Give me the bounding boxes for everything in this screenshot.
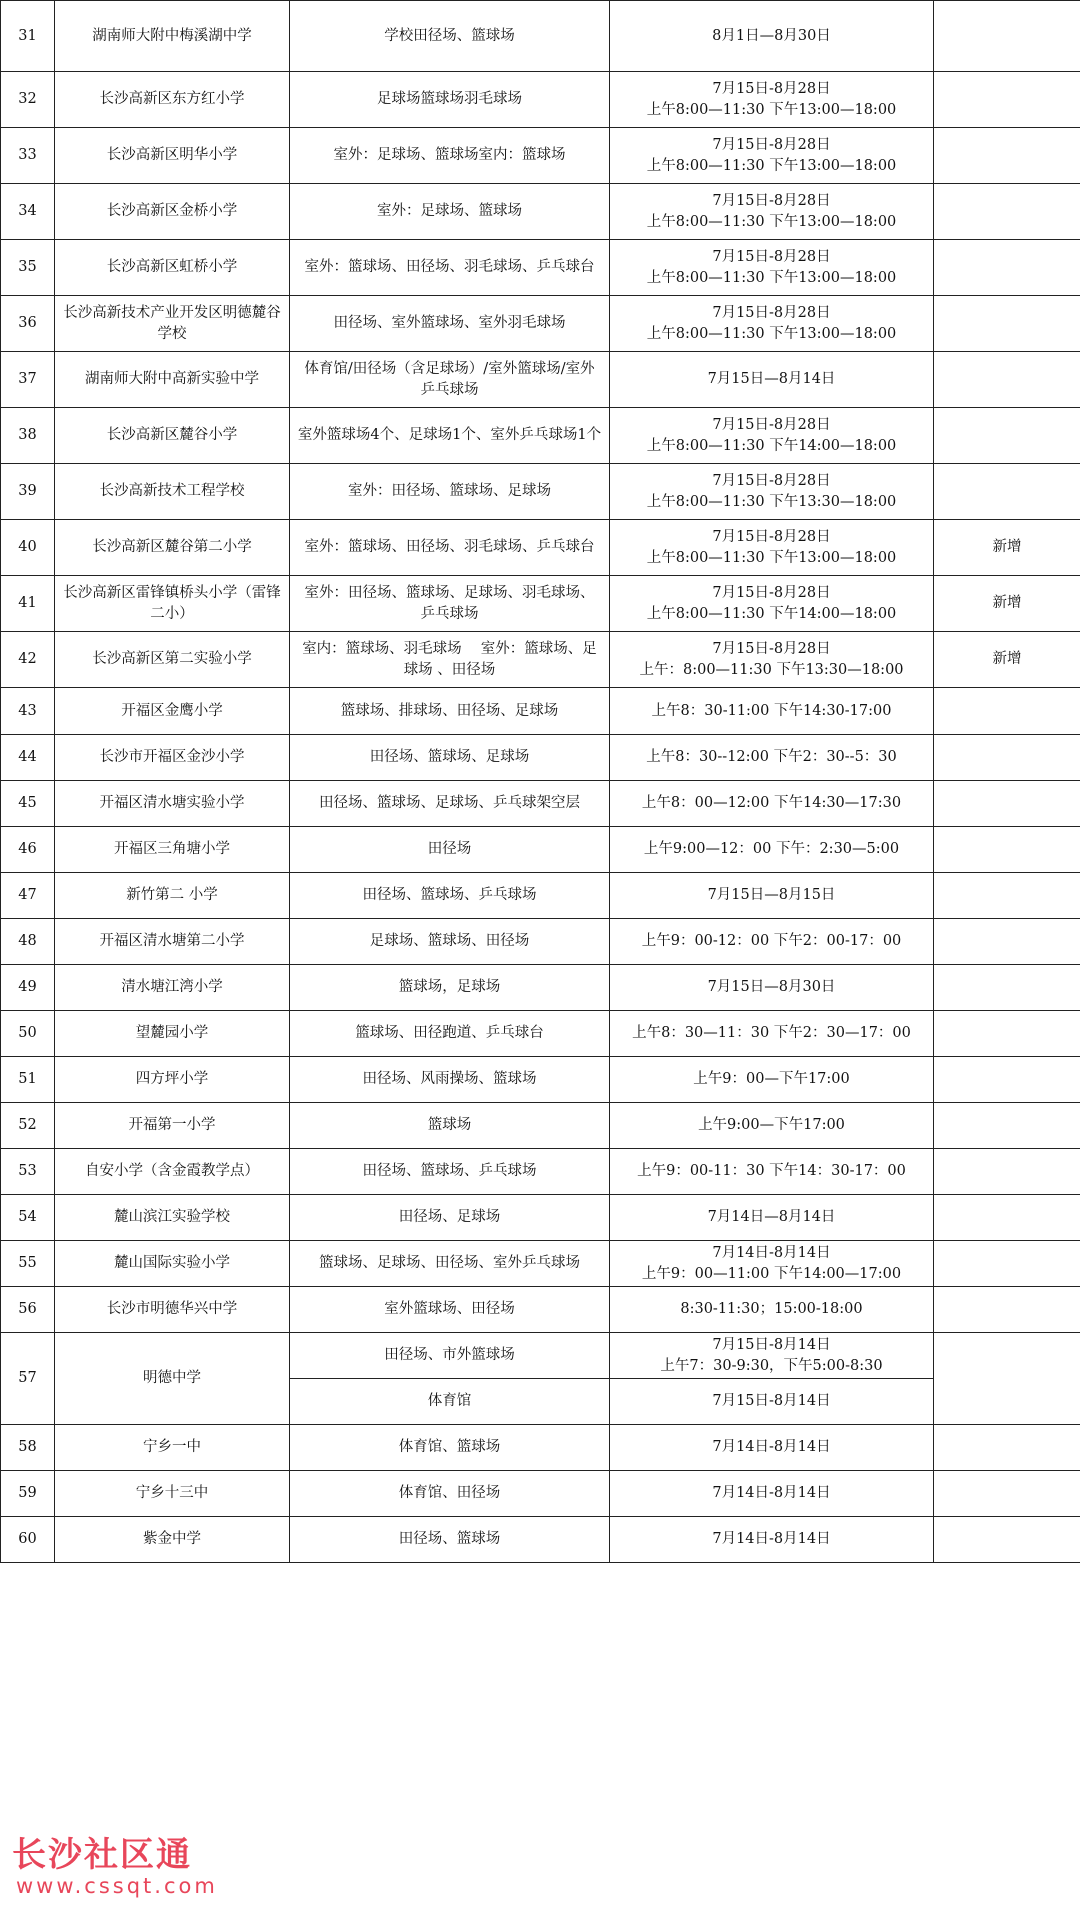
venue-cell xyxy=(290,1287,610,1333)
open-time-cell-line: 上午8：30-11:00 下午14:30-17:00 xyxy=(651,702,892,719)
open-time-cell-line: 7月15日-8月14日 xyxy=(712,1393,831,1409)
school-name: 长沙市开福区金沙小学 xyxy=(55,735,290,781)
row-number: 47 xyxy=(1,873,55,919)
venue-cell xyxy=(290,128,610,184)
row-number: 54 xyxy=(1,1195,55,1241)
open-time-cell xyxy=(610,1,934,72)
open-time-cell-line: 7月14日-8月14日 xyxy=(712,1485,831,1501)
school-name: 长沙高新区明华小学 xyxy=(55,128,290,184)
open-time-cell-line: 上午8:00—11:30 下午13:00—18:00 xyxy=(646,325,897,342)
open-time-cell xyxy=(610,1011,934,1057)
open-time-cell-line: 7月15日-8月28日 xyxy=(712,472,831,489)
table-row xyxy=(1,128,1080,184)
table-row xyxy=(1,1287,1080,1333)
open-time-cell-line: 上午8:00—11:30 下午13:00—18:00 xyxy=(646,101,897,118)
table-row xyxy=(1,1471,1080,1517)
table-row xyxy=(1,632,1080,688)
open-time-cell xyxy=(610,919,934,965)
open-time-cell xyxy=(610,520,934,576)
row-number: 53 xyxy=(1,1149,55,1195)
school-name: 开福区清水塘第二小学 xyxy=(55,919,290,965)
row-number: 58 xyxy=(1,1425,55,1471)
note-cell xyxy=(934,1195,1080,1241)
table-row xyxy=(1,576,1080,632)
venue-cell-line: 田径场、篮球场 xyxy=(398,1531,501,1547)
venue-cell-line: 田径场、室外篮球场、室外羽毛球场 xyxy=(333,315,566,331)
venue-cell xyxy=(290,827,610,873)
venue-cell-line: 篮球场、足球场、田径场、室外乒乓球场 xyxy=(319,1255,580,1271)
open-time-cell-line: 上午9：00—11:00 下午14:00—17:00 xyxy=(641,1265,902,1282)
note-cell xyxy=(934,688,1080,735)
open-time-cell-line: 上午7：30-9:30，下午5:00-8:30 xyxy=(660,1357,883,1374)
venue-cell-line: 乒乓球场 xyxy=(420,381,479,398)
row-number: 39 xyxy=(1,464,55,520)
venue-cell-line: 体育馆、篮球场 xyxy=(398,1439,501,1455)
open-time-cell xyxy=(610,72,934,128)
open-time-cell xyxy=(610,965,934,1011)
open-time-cell xyxy=(610,1425,934,1471)
note-cell xyxy=(934,965,1080,1011)
venue-cell xyxy=(290,1,610,72)
venue-cell-line: 田径场、篮球场、足球场、乒乓球架空层 xyxy=(319,795,580,811)
note-cell xyxy=(934,352,1080,408)
open-time-cell-line: 7月14日-8月14日 xyxy=(712,1244,831,1261)
open-time-cell-line: 7月15日-8月14日 xyxy=(712,1336,831,1353)
venue-cell-line: 乒乓球场 xyxy=(420,605,479,622)
open-time-cell-line: 上午9：00-12：00 下午2：00-17：00 xyxy=(641,933,902,949)
table-row xyxy=(1,240,1080,296)
note-cell: 新增 xyxy=(934,520,1080,576)
open-time-cell-line: 上午8:00—11:30 下午13:00—18:00 xyxy=(646,269,897,286)
school-name: 湖南师大附中高新实验中学 xyxy=(55,352,290,408)
table-row xyxy=(1,873,1080,919)
venue-cell: 体育馆 xyxy=(290,1379,610,1425)
open-time-cell-line: 上午8：00—12:00 下午14:30—17:30 xyxy=(641,795,902,811)
open-time-cell xyxy=(610,1195,934,1241)
open-time-cell-line: 7月14日—8月14日 xyxy=(707,1209,836,1225)
note-cell xyxy=(934,781,1080,827)
note-cell xyxy=(934,873,1080,919)
table-row xyxy=(1,1103,1080,1149)
venue-cell xyxy=(290,781,610,827)
venue-cell xyxy=(290,873,610,919)
school-name: 长沙高新区麓谷小学 xyxy=(55,408,290,464)
note-cell xyxy=(934,240,1080,296)
table-row xyxy=(1,1425,1080,1471)
venue-cell-line: 足球场、篮球场、田径场 xyxy=(369,933,530,949)
note-cell xyxy=(934,1333,1080,1425)
open-time-cell-line: 上午8:00—11:30 下午13:00—18:00 xyxy=(646,213,897,230)
row-number: 60 xyxy=(1,1517,55,1563)
open-time-cell xyxy=(610,576,934,632)
open-time-cell xyxy=(610,408,934,464)
open-time-cell xyxy=(610,128,934,184)
note-cell xyxy=(934,1103,1080,1149)
open-time-cell-line: 7月14日-8月14日 xyxy=(712,1439,831,1455)
row-number: 42 xyxy=(1,632,55,688)
table-row xyxy=(1,1,1080,72)
school-name: 开福第一小学 xyxy=(55,1103,290,1149)
note-cell xyxy=(934,1471,1080,1517)
open-time-cell xyxy=(610,1379,934,1425)
open-time-cell-line: 上午9：00—下午17:00 xyxy=(693,1071,850,1087)
open-time-cell-line: 7月15日-8月28日 xyxy=(712,584,831,601)
row-number: 31 xyxy=(1,1,55,72)
row-number: 48 xyxy=(1,919,55,965)
open-time-cell-line: 7月15日-8月28日 xyxy=(712,80,831,97)
open-time-cell-line: 上午8:00—11:30 下午14:00—18:00 xyxy=(646,437,897,454)
table-row xyxy=(1,520,1080,576)
table-row xyxy=(1,72,1080,128)
open-time-cell xyxy=(610,1287,934,1333)
note-cell xyxy=(934,1057,1080,1103)
school-name: 清水塘江湾小学 xyxy=(55,965,290,1011)
row-number: 38 xyxy=(1,408,55,464)
row-number: 44 xyxy=(1,735,55,781)
school-name: 紫金中学 xyxy=(55,1517,290,1563)
open-time-cell xyxy=(610,1517,934,1563)
venue-cell xyxy=(290,1425,610,1471)
school-name: 开福区金鹰小学 xyxy=(55,688,290,735)
open-time-cell-line: 7月15日-8月28日 xyxy=(712,248,831,265)
venue-cell-line: 室内：篮球场、羽毛球场 室外：篮球场、足 xyxy=(302,640,597,657)
open-time-cell-line: 上午8:00—11:30 下午13:30—18:00 xyxy=(646,493,897,510)
venue-cell xyxy=(290,632,610,688)
row-number: 50 xyxy=(1,1011,55,1057)
row-number: 33 xyxy=(1,128,55,184)
venue-cell-line: 篮球场，足球场 xyxy=(398,979,501,995)
venue-cell xyxy=(290,1011,610,1057)
note-cell xyxy=(934,128,1080,184)
table-row xyxy=(1,464,1080,520)
venue-cell-line: 室外：足球场、篮球场室内：篮球场 xyxy=(333,147,566,163)
watermark xyxy=(12,1836,218,1898)
row-number: 35 xyxy=(1,240,55,296)
venue-cell-line: 球场 、田径场 xyxy=(403,661,496,678)
open-time-cell-line: 上午9:00—12：00 下午：2:30—5:00 xyxy=(643,841,900,857)
open-time-cell xyxy=(610,873,934,919)
open-time-cell-line: 上午8:00—11:30 下午14:00—18:00 xyxy=(646,605,897,622)
school-name: 长沙高新区第二实验小学 xyxy=(55,632,290,688)
school-name: 麓山滨江实验学校 xyxy=(55,1195,290,1241)
venue-cell-line: 田径场、篮球场、乒乓球场 xyxy=(362,1163,537,1179)
school-name: 四方坪小学 xyxy=(55,1057,290,1103)
school-name: 宁乡一中 xyxy=(55,1425,290,1471)
open-time-cell xyxy=(610,632,934,688)
row-number: 49 xyxy=(1,965,55,1011)
open-time-cell xyxy=(610,464,934,520)
row-number: 40 xyxy=(1,520,55,576)
open-time-cell-line: 7月15日—8月14日 xyxy=(707,371,836,387)
table-row xyxy=(1,1241,1080,1287)
school-name: 开福区清水塘实验小学 xyxy=(55,781,290,827)
row-number: 56 xyxy=(1,1287,55,1333)
row-number: 37 xyxy=(1,352,55,408)
row-number: 45 xyxy=(1,781,55,827)
watermark-title: 长沙社区通 xyxy=(12,1835,192,1875)
open-time-cell-line: 8:30-11:30；15:00-18:00 xyxy=(680,1301,863,1317)
venue-table-body xyxy=(1,1,1080,1563)
table-row xyxy=(1,688,1080,735)
row-number: 52 xyxy=(1,1103,55,1149)
note-cell xyxy=(934,408,1080,464)
open-time-cell xyxy=(610,1149,934,1195)
table-row xyxy=(1,184,1080,240)
row-number: 43 xyxy=(1,688,55,735)
note-cell xyxy=(934,735,1080,781)
open-time-cell xyxy=(610,827,934,873)
note-cell xyxy=(934,827,1080,873)
note-cell xyxy=(934,1517,1080,1563)
note-cell xyxy=(934,919,1080,965)
table-row xyxy=(1,827,1080,873)
venue-cell-line: 足球场篮球场羽毛球场 xyxy=(377,91,522,107)
open-time-cell xyxy=(610,1103,934,1149)
venue-cell xyxy=(290,184,610,240)
venue-cell-line: 田径场、篮球场、足球场 xyxy=(369,749,530,765)
venue-cell xyxy=(290,240,610,296)
school-name: 新竹第二 小学 xyxy=(55,873,290,919)
school-name: 望麓园小学 xyxy=(55,1011,290,1057)
school-name: 长沙高新区麓谷第二小学 xyxy=(55,520,290,576)
venue-cell xyxy=(290,576,610,632)
school-name: 开福区三角塘小学 xyxy=(55,827,290,873)
venue-cell xyxy=(290,919,610,965)
school-name: 宁乡十三中 xyxy=(55,1471,290,1517)
venue-cell-line: 学校田径场、篮球场 xyxy=(384,27,515,44)
venue-cell xyxy=(290,735,610,781)
venue-cell: 田径场、市外篮球场 xyxy=(290,1333,610,1379)
venue-cell-line: 体育馆、田径场 xyxy=(398,1485,501,1501)
table-row xyxy=(1,1333,1080,1379)
open-time-cell-line: 7月15日-8月28日 xyxy=(712,136,831,153)
note-cell: 新增 xyxy=(934,632,1080,688)
note-cell xyxy=(934,296,1080,352)
row-number: 57 xyxy=(1,1333,55,1425)
open-time-cell xyxy=(610,240,934,296)
venue-cell xyxy=(290,1195,610,1241)
venue-cell-line: 田径场、足球场 xyxy=(398,1209,501,1225)
note-cell xyxy=(934,1,1080,72)
note-cell xyxy=(934,1425,1080,1471)
open-time-cell-line: 7月15日-8月28日 xyxy=(712,304,831,321)
venue-cell-line: 室外篮球场、田径场 xyxy=(384,1301,515,1317)
venue-cell-line: 室外篮球场4个、足球场1个、室外乒乓球场1个 xyxy=(297,427,602,443)
table-row xyxy=(1,735,1080,781)
venue-cell-line: 篮球场、田径跑道、乒乓球台 xyxy=(355,1025,544,1041)
note-cell xyxy=(934,72,1080,128)
venue-cell xyxy=(290,1057,610,1103)
open-time-cell xyxy=(610,1241,934,1287)
venue-cell xyxy=(290,1471,610,1517)
row-number: 36 xyxy=(1,296,55,352)
table-row xyxy=(1,965,1080,1011)
row-number: 51 xyxy=(1,1057,55,1103)
school-name: 长沙市明德华兴中学 xyxy=(55,1287,290,1333)
note-cell xyxy=(934,184,1080,240)
venue-cell-line: 室外：足球场、篮球场 xyxy=(377,203,522,219)
school-name: 长沙高新技术工程学校 xyxy=(55,464,290,520)
table-row xyxy=(1,352,1080,408)
note-cell xyxy=(934,1011,1080,1057)
open-time-cell-line: 上午8：30--12:00 下午2：30--5：30 xyxy=(646,749,897,765)
open-time-cell-line: 8月1日—8月30日 xyxy=(712,27,831,44)
venue-cell-line: 篮球场、排球场、田径场、足球场 xyxy=(340,702,559,719)
row-number: 34 xyxy=(1,184,55,240)
school-name: 长沙高新技术产业开发区明德麓谷学校 xyxy=(55,296,290,352)
open-time-cell-line: 7月15日-8月28日 xyxy=(712,528,831,545)
venue-cell-line: 体育馆/田径场（含足球场）/室外篮球场/室外 xyxy=(304,360,595,377)
open-time-cell-line: 上午8:00—11:30 下午13:00—18:00 xyxy=(646,549,897,566)
open-time-cell xyxy=(610,296,934,352)
table-row xyxy=(1,919,1080,965)
venue-cell-line: 田径场 xyxy=(427,841,472,857)
venue-cell xyxy=(290,965,610,1011)
table-row xyxy=(1,1057,1080,1103)
open-time-cell-line: 上午9：00-11：30 下午14：30-17：00 xyxy=(637,1163,906,1179)
note-cell xyxy=(934,464,1080,520)
open-time-cell-line: 7月15日-8月28日 xyxy=(712,416,831,433)
open-time-cell-line: 7月15日—8月30日 xyxy=(707,979,836,995)
venue-cell-line: 室外：篮球场、田径场、羽毛球场、乒乓球台 xyxy=(304,259,595,275)
watermark-url: www.cssqt.com xyxy=(16,1874,218,1898)
table-row xyxy=(1,296,1080,352)
school-name: 湖南师大附中梅溪湖中学 xyxy=(55,1,290,72)
venue-cell xyxy=(290,352,610,408)
venue-cell-line: 田径场、风雨操场、篮球场 xyxy=(362,1071,537,1087)
open-time-cell-line: 7月15日-8月28日 xyxy=(712,192,831,209)
row-number: 46 xyxy=(1,827,55,873)
school-name: 自安小学（含金霞教学点） xyxy=(55,1149,290,1195)
venue-cell xyxy=(290,1241,610,1287)
open-time-cell-line: 7月15日-8月28日 xyxy=(712,640,831,657)
venue-cell xyxy=(290,1149,610,1195)
table-row xyxy=(1,1011,1080,1057)
open-time-cell xyxy=(610,1057,934,1103)
row-number: 32 xyxy=(1,72,55,128)
note-cell xyxy=(934,1287,1080,1333)
venue-cell xyxy=(290,1517,610,1563)
venue-cell xyxy=(290,1103,610,1149)
row-number: 55 xyxy=(1,1241,55,1287)
row-number: 59 xyxy=(1,1471,55,1517)
open-time-cell xyxy=(610,688,934,735)
open-time-cell xyxy=(610,1333,934,1379)
open-time-cell xyxy=(610,1471,934,1517)
venue-cell-line: 篮球场 xyxy=(427,1117,472,1133)
school-name: 长沙高新区雷锋镇桥头小学（雷锋二小） xyxy=(55,576,290,632)
open-time-cell xyxy=(610,781,934,827)
open-time-cell-line: 7月14日-8月14日 xyxy=(712,1531,831,1547)
open-time-cell xyxy=(610,735,934,781)
open-time-cell-line: 7月15日—8月15日 xyxy=(707,887,836,903)
school-name: 长沙高新区虹桥小学 xyxy=(55,240,290,296)
venue-cell-line: 室外：篮球场、田径场、羽毛球场、乒乓球台 xyxy=(304,539,595,555)
note-cell: 新增 xyxy=(934,576,1080,632)
open-time-cell-line: 上午8:00—11:30 下午13:00—18:00 xyxy=(646,157,897,174)
table-row xyxy=(1,1517,1080,1563)
table-row xyxy=(1,408,1080,464)
venue-cell xyxy=(290,408,610,464)
open-time-cell xyxy=(610,184,934,240)
note-cell xyxy=(934,1149,1080,1195)
venue-cell xyxy=(290,296,610,352)
open-time-cell-line: 上午8：30—11：30 下午2：30—17：00 xyxy=(632,1025,911,1041)
school-name: 麓山国际实验小学 xyxy=(55,1241,290,1287)
school-name: 明德中学 xyxy=(55,1333,290,1425)
row-number: 41 xyxy=(1,576,55,632)
venue-cell xyxy=(290,688,610,735)
venue-cell-line: 室外：田径场、篮球场、足球场 xyxy=(348,483,551,499)
venue-cell xyxy=(290,464,610,520)
table-row xyxy=(1,1195,1080,1241)
open-time-cell-line: 上午：8:00—11:30 下午13:30—18:00 xyxy=(639,661,904,678)
table-row xyxy=(1,1149,1080,1195)
school-name: 长沙高新区东方红小学 xyxy=(55,72,290,128)
school-name: 长沙高新区金桥小学 xyxy=(55,184,290,240)
venue-cell-line: 室外：田径场、篮球场、足球场、羽毛球场、 xyxy=(304,584,595,601)
note-cell xyxy=(934,1241,1080,1287)
venue-cell xyxy=(290,72,610,128)
venue-cell xyxy=(290,520,610,576)
open-time-cell xyxy=(610,352,934,408)
table-row xyxy=(1,781,1080,827)
open-time-cell-line: 上午9:00—下午17:00 xyxy=(698,1117,845,1133)
venue-cell-line: 田径场、篮球场、乒乓球场 xyxy=(362,887,537,903)
